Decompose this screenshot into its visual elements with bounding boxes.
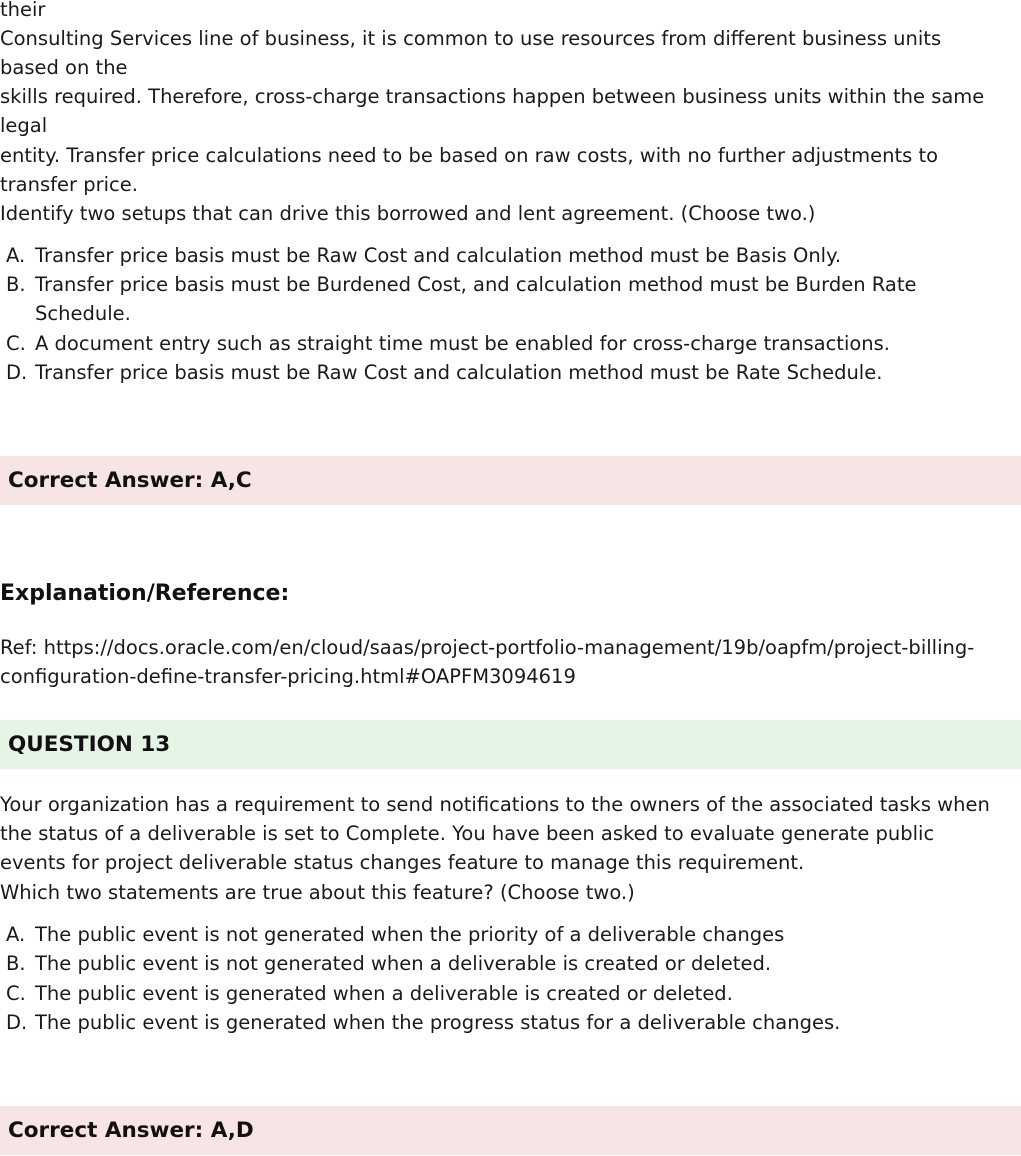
option-c	[6, 329, 890, 358]
stem-line: Which two statements are true about this feature? (Choose two.)	[0, 881, 635, 904]
stem-line: entity. Transfer price calculations need to be based on raw costs, with no further adjustments to	[0, 144, 939, 167]
option-b	[6, 270, 916, 299]
reference-line: Ref: https://docs.oracle.com/en/cloud/saas/project-portfolio-management/19b/oapfm/project-billing-	[0, 636, 975, 659]
option-letter: A.	[6, 244, 26, 267]
stem-line: Identify two setups that can drive this borrowed and lent agreement. (Choose two.)	[0, 202, 816, 225]
option-letter: D.	[6, 1011, 28, 1034]
stem-line: legal	[0, 114, 48, 137]
option-letter: C.	[6, 332, 26, 355]
option-text: Transfer price basis must be Burdened Cost, and calculation method must be Burden Rate	[35, 273, 917, 296]
correct-answer-band: Correct Answer: A,C	[0, 456, 1021, 505]
option-d	[6, 1008, 840, 1037]
option-letter: C.	[6, 982, 26, 1005]
stem-line: skills required. Therefore, cross-charge transactions happen between business units within the same	[0, 85, 985, 108]
option-letter: B.	[6, 952, 26, 975]
option-text: The public event is not generated when a deliverable is created or deleted.	[35, 952, 772, 975]
stem-line: events for project deliverable status changes feature to manage this requirement.	[0, 851, 805, 874]
correct-answer-band: Correct Answer: A,D	[0, 1106, 1021, 1155]
option-b-continuation: Schedule.	[35, 302, 131, 325]
option-a	[6, 241, 841, 270]
explanation-heading: Explanation/Reference:	[0, 581, 290, 606]
option-a	[6, 920, 784, 949]
option-letter: A.	[6, 923, 26, 946]
stem-line: the status of a deliverable is set to Complete. You have been asked to evaluate generate public	[0, 822, 935, 845]
option-text: The public event is not generated when the priority of a deliverable changes	[35, 923, 785, 946]
option-text: The public event is generated when the progress status for a deliverable changes.	[35, 1011, 841, 1034]
option-text: The public event is generated when a deliverable is created or deleted.	[35, 982, 733, 1005]
option-text: A document entry such as straight time must be enabled for cross-charge transactions.	[35, 332, 891, 355]
stem-line: transfer price.	[0, 173, 138, 196]
question-13-title: QUESTION 13	[0, 720, 1021, 769]
reference-line: configuration-define-transfer-pricing.html#OAPFM3094619	[0, 665, 576, 688]
option-text: Transfer price basis must be Raw Cost and calculation method must be Basis Only.	[35, 244, 842, 267]
stem-line: their	[0, 0, 46, 21]
option-d	[6, 358, 882, 387]
option-letter: B.	[6, 273, 26, 296]
option-letter: D.	[6, 361, 28, 384]
option-b	[6, 949, 771, 978]
stem-line: Consulting Services line of business, it is common to use resources from different business units	[0, 27, 942, 50]
option-c	[6, 979, 733, 1008]
stem-line: Your organization has a requirement to send notifications to the owners of the associated tasks when	[0, 793, 990, 816]
option-text: Transfer price basis must be Raw Cost and calculation method must be Rate Schedule.	[35, 361, 883, 384]
stem-line: based on the	[0, 56, 128, 79]
